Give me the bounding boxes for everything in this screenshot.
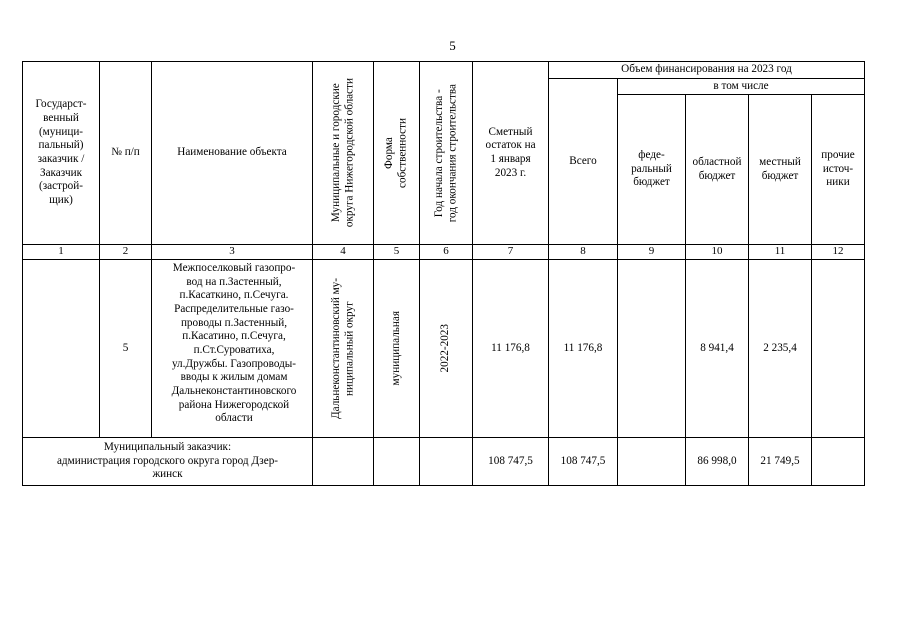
summary-row	[23, 438, 865, 486]
page-number: 5	[449, 38, 456, 53]
header-federal: феде- ральный бюджет	[618, 95, 686, 245]
row-district: Дальнеконстантиновский му- ниципальный округ	[329, 278, 355, 419]
row-years: 2022-2023	[439, 324, 452, 373]
summary-years	[420, 438, 473, 486]
column-number: 6	[420, 245, 473, 260]
column-number: 1	[23, 245, 100, 260]
column-number: 10	[686, 245, 749, 260]
header-financing-title: Объем финансирования на 2023 год	[549, 62, 865, 79]
header-local: местный бюджет	[749, 95, 812, 245]
header-years-cell	[420, 62, 473, 245]
row-ownership: муниципальная	[389, 311, 402, 386]
row-customer	[23, 260, 100, 438]
header-estimated-balance: Сметный остаток на 1 января 2023 г.	[473, 62, 549, 245]
row-federal	[618, 260, 686, 438]
header-years: Год начала строительства - год окончания строительства	[432, 83, 458, 223]
row-other	[812, 260, 865, 438]
summary-ownership	[374, 438, 420, 486]
header-customer: Государст- венный (муници- пальный) заказчик / Заказчик (застрой- щик)	[23, 62, 100, 245]
header-including: в том числе	[618, 79, 865, 95]
summary-regional: 86 998,0	[686, 438, 749, 486]
header-number: № п/п	[100, 62, 152, 245]
row-ownership-cell	[374, 260, 420, 438]
row-object-name: Межпоселковый газопро- вод на п.Застенный, п.Касаткино, п.Сечуга. Распределительные газо- проводы п.Застенный, п.Касатино, п.Сечуга, п.Ст.Суроватиха, ул.Дружбы. Газопроводы- вводы к жилым домам Дальнеконстантиновского района Нижегородской области	[152, 260, 313, 438]
header-total: Всего	[549, 79, 618, 245]
column-number: 2	[100, 245, 152, 260]
column-number: 9	[618, 245, 686, 260]
header-object-name: Наименование объекта	[152, 62, 313, 245]
column-number: 5	[374, 245, 420, 260]
summary-other	[812, 438, 865, 486]
row-regional: 8 941,4	[686, 260, 749, 438]
header-ownership-cell	[374, 62, 420, 245]
row-district-cell	[313, 260, 374, 438]
header-regional: областной бюджет	[686, 95, 749, 245]
row-total: 11 176,8	[549, 260, 618, 438]
header-other: прочие источ- ники	[812, 95, 865, 245]
column-number: 12	[812, 245, 865, 260]
financing-table	[22, 61, 865, 486]
column-number: 4	[313, 245, 374, 260]
header-district: Муниципальные и городские округа Нижегородской области	[329, 78, 355, 228]
column-number: 3	[152, 245, 313, 260]
row-estimated-balance: 11 176,8	[473, 260, 549, 438]
summary-district	[313, 438, 374, 486]
summary-total: 108 747,5	[549, 438, 618, 486]
summary-local: 21 749,5	[749, 438, 812, 486]
header-district-cell	[313, 62, 374, 245]
column-number: 7	[473, 245, 549, 260]
table-row	[23, 260, 865, 438]
row-years-cell	[420, 260, 473, 438]
row-local: 2 235,4	[749, 260, 812, 438]
summary-estimated-balance: 108 747,5	[473, 438, 549, 486]
column-number: 11	[749, 245, 812, 260]
header-ownership: Форма собственности	[383, 118, 409, 188]
row-number: 5	[100, 260, 152, 438]
column-number: 8	[549, 245, 618, 260]
summary-federal	[618, 438, 686, 486]
summary-label: Муниципальный заказчик: администрация городского округа город Дзер- жинск	[23, 438, 313, 486]
